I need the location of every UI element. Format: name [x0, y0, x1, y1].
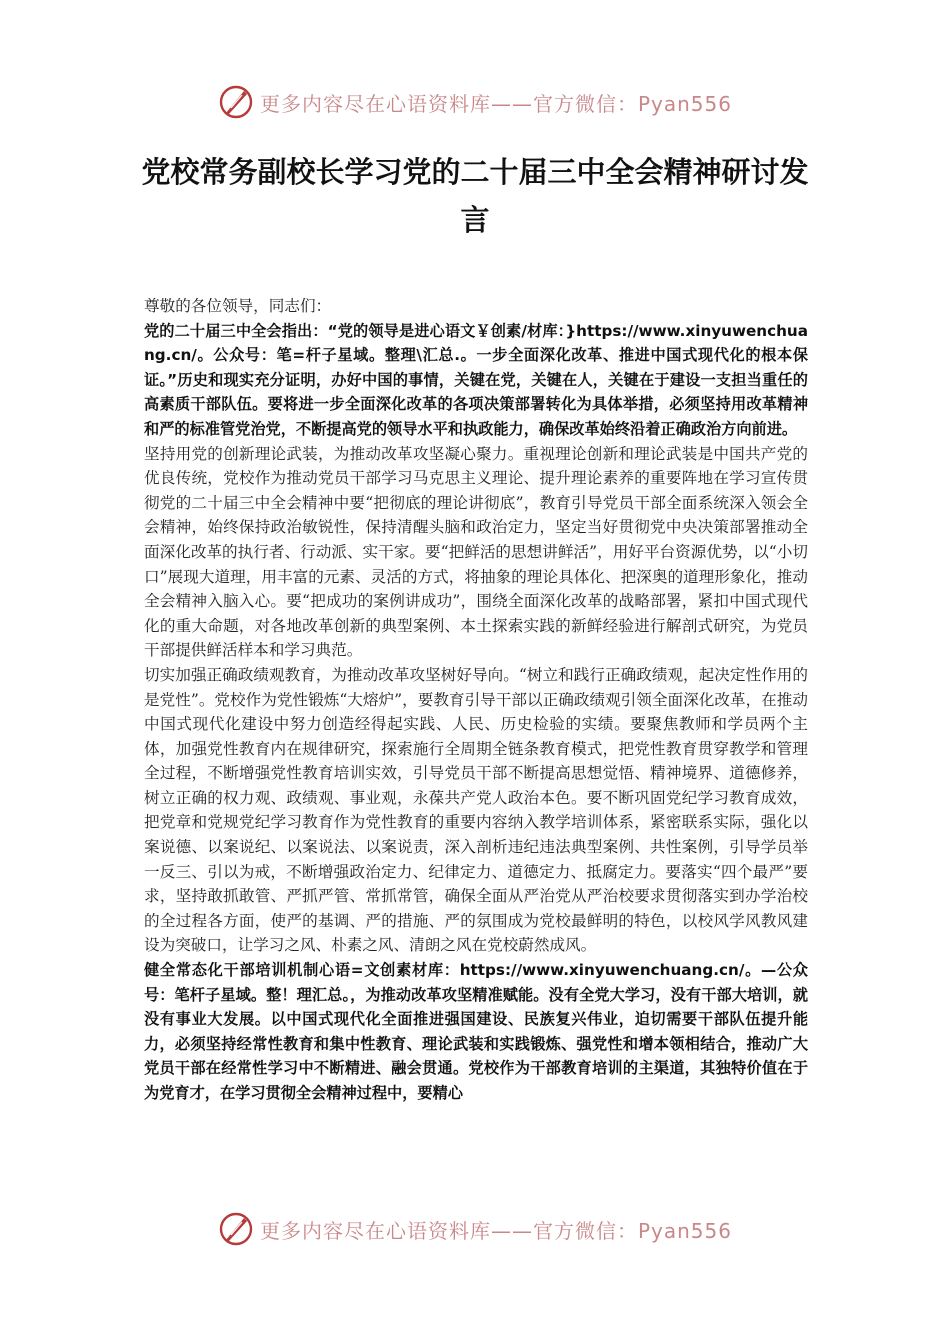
watermark-text: 更多内容尽在心语资料库——官方微信：Pyan556 [259, 91, 732, 116]
body-paragraph: 坚持用党的创新理论武装，为推动改革攻坚凝心聚力。重视理论创新和理论武装是中国共产党的优良传统，党校作为推动党员干部学习马克思主义理论、提升理论素养的重要阵地在学习宣传贯彻党的二十届三中全会精神中要“把彻底的理论讲彻底”，教育引导党员干部全面系统深入领会全会精神，始终保持政治敏锐性，保持清醒头脑和政治定力，坚定当好贯彻党中央决策部署推动全面深化改革的执行者、行动派、实干家。要“把鲜活的思想讲鲜活”，用好平台资源优势，以“小切口”展现大道理，用丰富的元素、灵活的方式，将抽象的理论具体化、把深奥的道理形象化，推动全会精神入脑入心。要“把成功的案例讲成功”，围绕全面深化改革的战略部署，紧扣中国式现代化的重大命题，对各地改革创新的典型案例、本土探索实践的新鲜经验进行解剖式研究，为党员干部提供鲜活样本和学习典范。 [144, 444, 808, 660]
salutation-paragraph: 尊敬的各位领导，同志们： [144, 297, 332, 315]
watermark-banner-bottom [0, 1209, 950, 1249]
document-title: 党校常务副校长学习党的二十届三中全会精神研讨发言 [141, 155, 809, 237]
watermark-banner-top [0, 82, 950, 122]
body-paragraph: 健全常态化干部培训机制心语=文创素材库：https://www.xinyuwenchuang.cn/。—公众号：笔杆子星域。整！理汇总。，为推动改革攻坚精准赋能。没有全党大学习，没有干部大培训，就没有事业大发展。以中国式现代化全面推进强国建设、民族复兴伟业，迫切需要干部队伍提升能力，必须坚持经常性教育和集中性教育、理论武装和实践锻炼、强党性和增本领相结合，推动广大党员干部在经常性学习中不断精进、融会贯通。党校作为干部教育培训的主渠道，其独特价值在于为党育才，在学习贯彻全会精神过程中，要精心 [144, 961, 808, 1102]
document-body [144, 294, 808, 1106]
quill-pen-icon [218, 1211, 254, 1247]
watermark-text: 更多内容尽在心语资料库——官方微信：Pyan556 [259, 1218, 732, 1243]
quill-pen-icon [218, 84, 254, 120]
body-paragraph: 切实加强正确政绩观教育，为推动改革攻坚树好导向。“树立和践行正确政绩观，起决定性作用的是党性”。党校作为党性锻炼“大熔炉”，要教育引导干部以正确政绩观引领全面深化改革，在推动中国式现代化建设中努力创造经得起实践、人民、历史检验的实绩。要聚焦教师和学员两个主体，加强党性教育内在规律研究，探索施行全周期全链条教育模式，把党性教育贯穿教学和管理全过程，不断增强党性教育培训实效，引导党员干部不断提高思想觉悟、精神境界、道德修养，树立正确的权力观、政绩观、事业观，永葆共产党人政治本色。要不断巩固党纪学习教育成效，把党章和党规党纪学习教育作为党性教育的重要内容纳入教学培训体系，紧密联系实际，强化以案说德、以案说纪、以案说法、以案说责，深入剖析违纪违法典型案例、共性案例，引导学员举一反三、引以为戒，不断增强政治定力、纪律定力、道德定力、抵腐定力。要落实“四个最严”要求，坚持敢抓敢管、严抓严管、常抓常管，确保全面从严治党从严治校要求贯彻落实到办学治校的全过程各方面，使严的基调、严的措施、严的氛围成为党校最鲜明的特色，以校风学风教风建设为突破口，让学习之风、朴素之风、清朗之风在党校蔚然成风。 [144, 665, 808, 955]
body-paragraph: 党的二十届三中全会指出：“党的领导是进心语文￥创素/材库：}https://www.xinyuwenchuang.cn/。公众号：笔=杆子星域。整理\汇总.。一步全面深化改革、推进中国式现代化的根本保证。”历史和现实充分证明，办好中国的事情，关键在党，关键在人，关键在于建设一支担当重任的高素质干部队伍。要将进一步全面深化改革的各项决策部署转化为具体举措，必须坚持用改革精神和严的标准管党治党，不断提高党的领导水平和执政能力，确保改革始终沿着正确政治方向前进。 [144, 321, 808, 438]
